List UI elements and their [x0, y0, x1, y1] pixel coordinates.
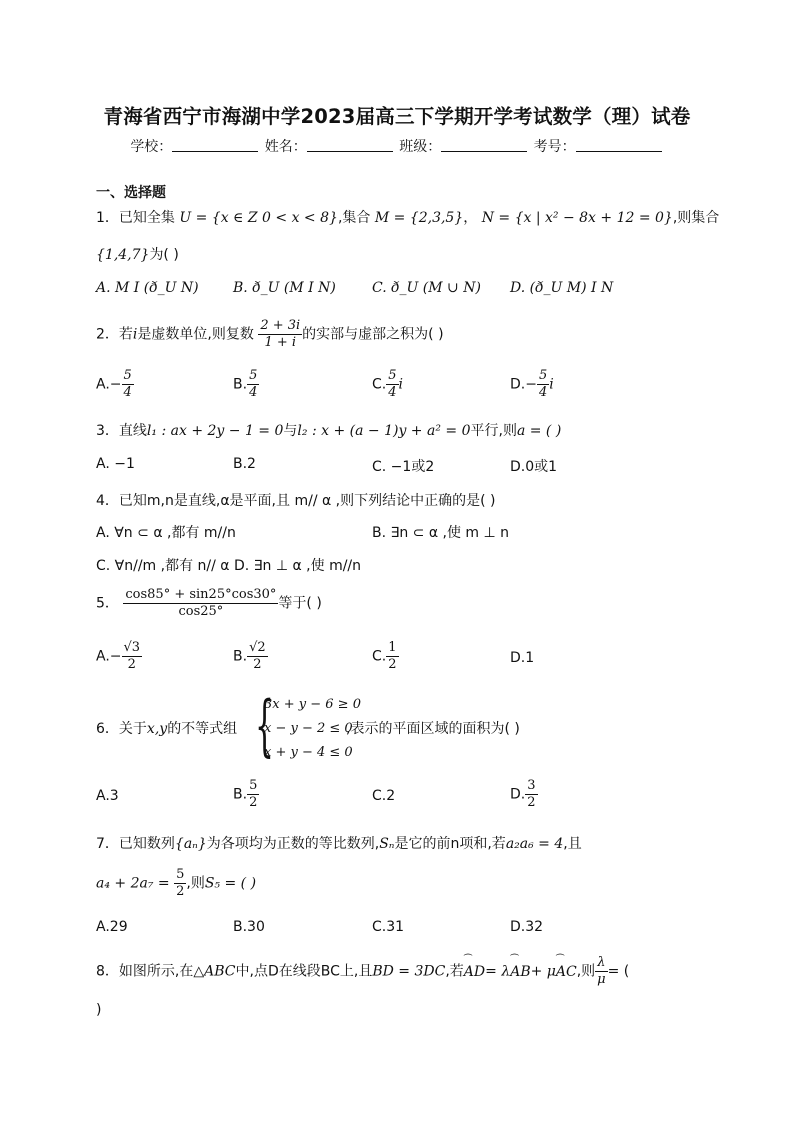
q4-option-b[interactable]: B. ∃n ⊂ α ,使 m ⊥ n [372, 525, 510, 541]
number-label: 考号： [533, 139, 576, 155]
school-blank[interactable] [172, 139, 258, 152]
section-heading: 一、选择题 [96, 185, 166, 201]
inequality-3: x + y − 4 ≤ 0 [264, 745, 353, 760]
class-blank[interactable] [441, 139, 527, 152]
q6-option-a[interactable]: A.3 [96, 788, 119, 804]
left-brace: { [255, 687, 274, 764]
class-label: 班级： [399, 139, 442, 155]
vector-AB: ⏜ AB [510, 964, 530, 980]
set-M: M = {2,3,5} [374, 210, 464, 226]
q2-option-b[interactable]: B. $\frac{5}{4}$ [233, 368, 258, 400]
q7-option-b[interactable]: B.30 [233, 919, 265, 935]
q1-option-b[interactable]: B. ð_U (M I N) [233, 280, 336, 296]
name-blank[interactable] [307, 139, 393, 152]
question-7-stem-cont: a₄ + 2a₇ = $\frac{5}{2}$ ,则S₅ = ( ) [96, 867, 257, 899]
set-147: {1,4,7} [96, 247, 150, 263]
exam-title: 青海省西宁市海湖中学2023届高三下学期开学考试数学（理）试卷 [103, 105, 691, 128]
vector-AD: ⏜ AD [464, 964, 485, 980]
line-l2: l₂ : x + (a − 1)y + a² = 0 [297, 423, 471, 439]
question-2-stem: 2．若i是虚数单位,则复数 $\frac{2 + 3i}{1 + i}$ 的实部与虚部之积为( ) [96, 318, 444, 350]
set-U: U = {x ∈ Z 0 < x < 8} [179, 210, 338, 226]
q7-option-a[interactable]: A.29 [96, 919, 128, 935]
question-8-stem: 8．如图所示,在△ABC中,点D在线段BC上,且BD = 3DC,若⏜ AD= λ⏜ AB+ μ⏜ AC,则 $\frac{\lambda}{\mu}$ = ( [96, 955, 629, 988]
q2-option-a[interactable]: A.− $\frac{5}{4}$ [96, 368, 132, 400]
name-label: 姓名： [264, 139, 307, 155]
set-N: N = {x | x² − 8x + 12 = 0} [481, 210, 673, 226]
question-3-stem: 3．直线l₁ : ax + 2y − 1 = 0与l₂ : x + (a − 1)y + a² = 0平行,则a = ( ) [96, 423, 562, 439]
question-6-stem: 6．关于x,y的不等式组 [96, 721, 238, 737]
q2-option-d[interactable]: D.− $\frac{5}{4}$ i [510, 368, 554, 400]
q1-option-c[interactable]: C. ð_U (M ∪ N) [372, 280, 481, 296]
question-1-stem-cont: {1,4,7}为( ) [96, 247, 179, 263]
school-label: 学校： [130, 139, 173, 155]
q1-option-d[interactable]: D. (ð_U M) I N [510, 280, 614, 296]
q2-fraction: $\frac{2 + 3i}{1 + i}$ [260, 318, 301, 350]
q4-option-d[interactable]: D. ∃n ⊥ α ,使 m//n [234, 558, 362, 574]
q3-option-b[interactable]: B.2 [233, 456, 256, 472]
q4-option-c[interactable]: C. ∀n//m ,都有 n// α [96, 558, 230, 574]
q6-option-c[interactable]: C.2 [372, 788, 396, 804]
inequality-2: x − y − 2 ≤ 0 [264, 721, 353, 736]
question-5-stem: 5． $\frac{\cos 85^\circ + \sin 25^\circ\cos 30^\circ}{\cos 25^\circ}$ 等于( ) [96, 587, 322, 619]
q5-option-a[interactable]: A.− $\frac{√3}{2}$ [96, 640, 141, 672]
q5-fraction: $\frac{\cos 85^\circ + \sin 25^\circ\cos 30^\circ}{\cos 25^\circ}$ [125, 587, 277, 619]
question-1-stem: 1．已知全集 U = {x ∈ Z 0 < x < 8},集合 M = {2,3,5}， N = {x | x² − 8x + 12 = 0},则集合 [96, 210, 720, 226]
number-blank[interactable] [576, 139, 662, 152]
question-7-stem: 7．已知数列{aₙ}为各项均为正数的等比数列,Sₙ是它的前n项和,若a₂a₆ = 4,且 [96, 836, 582, 852]
q5-option-c[interactable]: C. $\frac{1}{2}$ [372, 640, 397, 672]
question-4-stem: 4．已知m,n是直线,α是平面,且 m// α ,则下列结论中正确的是( ) [96, 493, 496, 509]
q7-option-d[interactable]: D.32 [510, 919, 544, 935]
q1-option-a[interactable]: A. M I (ð_U N) [96, 280, 199, 296]
q5-option-d[interactable]: D.1 [510, 650, 535, 666]
q6-option-d[interactable]: D. $\frac{3}{2}$ [510, 778, 536, 810]
q7-option-c[interactable]: C.31 [372, 919, 405, 935]
student-info-line [0, 136, 794, 156]
q6-option-b[interactable]: B. $\frac{5}{2}$ [233, 778, 258, 810]
q5-option-b[interactable]: B. $\frac{√2}{2}$ [233, 640, 266, 672]
q3-option-d[interactable]: D.0或1 [510, 459, 558, 475]
vector-AC: ⏜ AC [556, 964, 577, 980]
q4-option-a[interactable]: A. ∀n ⊂ α ,都有 m//n [96, 525, 236, 541]
q3-option-c[interactable]: C. −1或2 [372, 459, 435, 475]
question-8-stem-cont: ) [96, 1002, 102, 1018]
q2-option-c[interactable]: C. $\frac{5}{4}$ i [372, 368, 403, 400]
inequality-1: 3x + y − 6 ≥ 0 [264, 697, 361, 712]
line-l1: l₁ : ax + 2y − 1 = 0 [146, 423, 284, 439]
q3-option-a[interactable]: A. −1 [96, 456, 135, 472]
question-6-stem-tail: ,表示的平面区域的面积为( ) [346, 721, 520, 737]
